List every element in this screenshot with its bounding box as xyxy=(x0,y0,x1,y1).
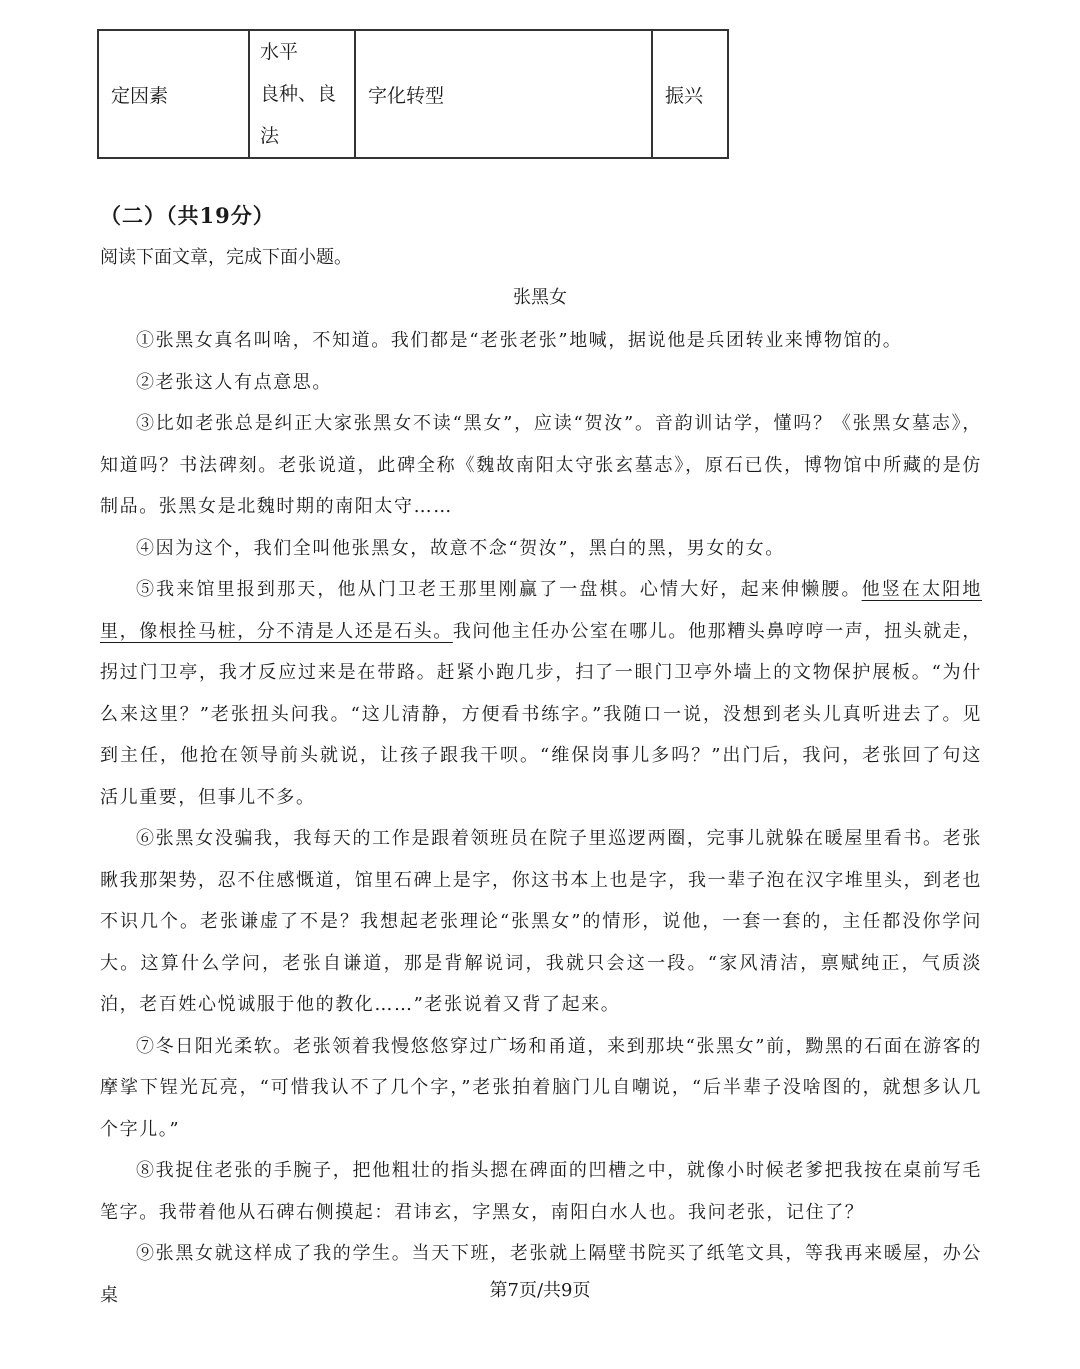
paragraph-5 xyxy=(100,569,982,818)
paragraph-7: ⑦冬日阳光柔软。老张领着我慢悠悠穿过广场和甬道，来到那块“张黑女”前，黝黑的石面在游客的摩挲下锃光瓦亮，“可惜我认不了几个字，”老张拍着脑门儿自嘲说，“后半辈子没啥图的，就想多认几个字儿。” xyxy=(100,1035,982,1140)
paragraph-4: ④因为这个，我们全叫他张黑女，故意不念“贺汝”，黑白的黑，男女的女。 xyxy=(136,537,785,559)
table-cell-3: 字化转型 xyxy=(356,31,653,157)
table-cell-2 xyxy=(250,31,356,157)
table-cell-4: 振兴 xyxy=(665,84,704,107)
paragraph-5-start: ⑤我来馆里报到那天，他从门卫老王那里刚赢了一盘棋。心情大好，起来伸懒腰。 xyxy=(136,579,862,600)
paragraph-6: ⑥张黑女没骗我，我每天的工作是跟着领班员在院子里巡逻两圈，完事儿就躲在暖屋里看书。老张瞅我那架势，忍不住感慨道，馆里石碑上是字，你这书本上也是字，我一辈子泡在汉字堆里头，到老也不识几个。老张谦虚了不是？我想起老张理论“张黑女”的情形，说他，一套一套的，主任都没你学问大。这算什么学问，老张自谦道，那是背解说词，我就只会这一段。“家风清洁，禀赋纯正，气质淡泊，老百姓心悦诚服于他的教化……”老张说着又背了起来。 xyxy=(100,828,982,1015)
paragraph-8: ⑧我捉住老张的手腕子，把他粗壮的指头摁在碑面的凹槽之中，就像小时候老爹把我按在桌前写毛笔字。我带着他从石碑右侧摸起：君讳玄，字黑女，南阳白水人也。我问老张，记住了？ xyxy=(100,1160,982,1223)
table-cell-2-line-2: 良种、良 xyxy=(260,83,337,105)
table-cell-2-line-1: 水平 xyxy=(260,41,299,63)
paragraph-3: ③比如老张总是纠正大家张黑女不读“黑女”，应读“贺汝”。音韵训诂学，懂吗？《张黑女墓志》，知道吗？书法碑刻。老张说道，此碑全称《魏故南阳太守张玄墓志》，原石已佚，博物馆中所藏的是仿制品。张黑女是北魏时期的南阳太守…… xyxy=(100,413,982,517)
table-cell-1: 定因素 xyxy=(99,31,250,157)
paragraph-5-end: 我问他主任办公室在哪儿。他那糟头鼻哼哼一声，扭头就走，拐过门卫亭，我才反应过来是在带路。赶紧小跑几步，扫了一眼门卫亭外墙上的文物保护展板。“为什么来这里？”老张扭头问我。“这儿清静，方便看书练字。”我随口一说，没想到老头儿真听进去了。见到主任，他抢在领导前头就说，让孩子跟我干呗。“维保岗事儿多吗？”出门后，我问，老张回了句这活儿重要，但事儿不多。 xyxy=(100,620,983,808)
paragraph-9: ⑨张黑女就这样成了我的学生。当天下班，老张就上隔壁书院买了纸笔文具，等我再来暖屋，办公桌 xyxy=(100,1243,982,1306)
section-heading: （二）（共19分） xyxy=(100,203,275,228)
article-body xyxy=(100,320,982,1316)
underlined-sentence: 他竖在太阳地里，像根拴马桩，分不清是人还是石头。 xyxy=(100,579,982,642)
instruction-text: 阅读下面文章，完成下面小题。 xyxy=(100,247,352,268)
table-fragment xyxy=(97,29,729,159)
paragraph-2: ②老张这人有点意思。 xyxy=(136,371,332,393)
table-cell-2-line-3: 法 xyxy=(260,125,280,147)
page-footer: 第7页/共9页 xyxy=(489,1280,591,1301)
article-title: 张黑女 xyxy=(513,287,567,308)
paragraph-1: ①张黑女真名叫啥，不知道。我们都是“老张老张”地喊，据说他是兵团转业来博物馆的。 xyxy=(136,330,903,351)
